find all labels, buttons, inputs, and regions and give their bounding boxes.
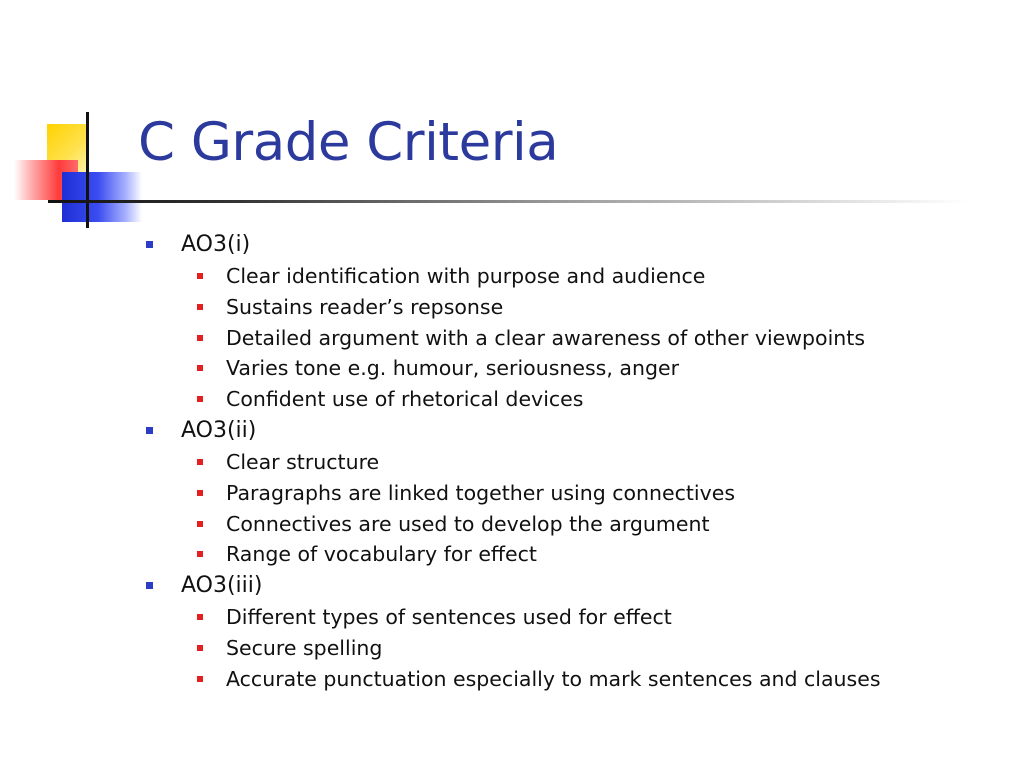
square-bullet-icon bbox=[197, 645, 203, 651]
list-item bbox=[180, 292, 1006, 323]
square-bullet-icon bbox=[197, 459, 203, 465]
list-item bbox=[180, 384, 1006, 415]
list-item-text: Clear identification with purpose and audience bbox=[226, 264, 706, 288]
list-item bbox=[180, 539, 1006, 570]
list-item-text: Clear structure bbox=[226, 449, 380, 474]
square-bullet-icon bbox=[197, 614, 203, 620]
square-bullet-icon bbox=[197, 490, 203, 496]
square-bullet-icon bbox=[197, 521, 203, 527]
square-bullet-icon bbox=[197, 396, 203, 402]
section-heading bbox=[146, 229, 1006, 261]
list-item bbox=[180, 602, 1006, 633]
list-item bbox=[180, 478, 1006, 509]
list-item bbox=[180, 664, 1006, 695]
decorative-blue-block bbox=[62, 172, 142, 222]
list-item bbox=[180, 447, 1006, 478]
list-item-text: Detailed argument with a clear awareness of other viewpoints bbox=[226, 325, 866, 350]
square-bullet-icon bbox=[197, 676, 203, 682]
square-bullet-icon bbox=[197, 304, 203, 310]
list-item bbox=[180, 353, 1006, 384]
list-item bbox=[180, 261, 1006, 292]
list-item-text: Varies tone e.g. humour, seriousness, anger bbox=[226, 356, 679, 381]
list-item-text: Paragraphs are linked together using connectives bbox=[226, 480, 736, 505]
square-bullet-icon bbox=[146, 582, 153, 589]
square-bullet-icon bbox=[197, 335, 203, 341]
square-bullet-icon bbox=[197, 365, 203, 371]
list-item-text: Connectives are used to develop the argument bbox=[226, 511, 710, 536]
list-item-text: Secure spelling bbox=[226, 635, 383, 660]
list-item-text: Range of vocabulary for effect bbox=[226, 542, 537, 567]
title-underline bbox=[48, 200, 968, 203]
list-item-text: Confident use of rhetorical devices bbox=[226, 387, 584, 412]
list-item-text: Different types of sentences used for effect bbox=[226, 605, 672, 630]
list-item-text: Accurate punctuation especially to mark sentences and clauses bbox=[226, 666, 881, 691]
section-heading bbox=[146, 415, 1006, 447]
square-bullet-icon bbox=[146, 427, 153, 434]
section-heading bbox=[146, 570, 1006, 602]
section-heading-text: AO3(i) bbox=[181, 232, 251, 257]
slide-title: C Grade Criteria bbox=[138, 112, 559, 173]
slide-body bbox=[146, 229, 1006, 695]
list-item bbox=[180, 633, 1006, 664]
square-bullet-icon bbox=[197, 273, 203, 279]
list-item-text: Sustains reader’s repsonse bbox=[226, 294, 504, 319]
list-item bbox=[180, 509, 1006, 540]
section-heading-text: AO3(ii) bbox=[181, 417, 257, 443]
section-heading-text: AO3(iii) bbox=[181, 573, 263, 599]
square-bullet-icon bbox=[197, 551, 203, 557]
decorative-vertical-line bbox=[86, 112, 89, 228]
list-item bbox=[180, 323, 1006, 354]
square-bullet-icon bbox=[146, 241, 153, 248]
